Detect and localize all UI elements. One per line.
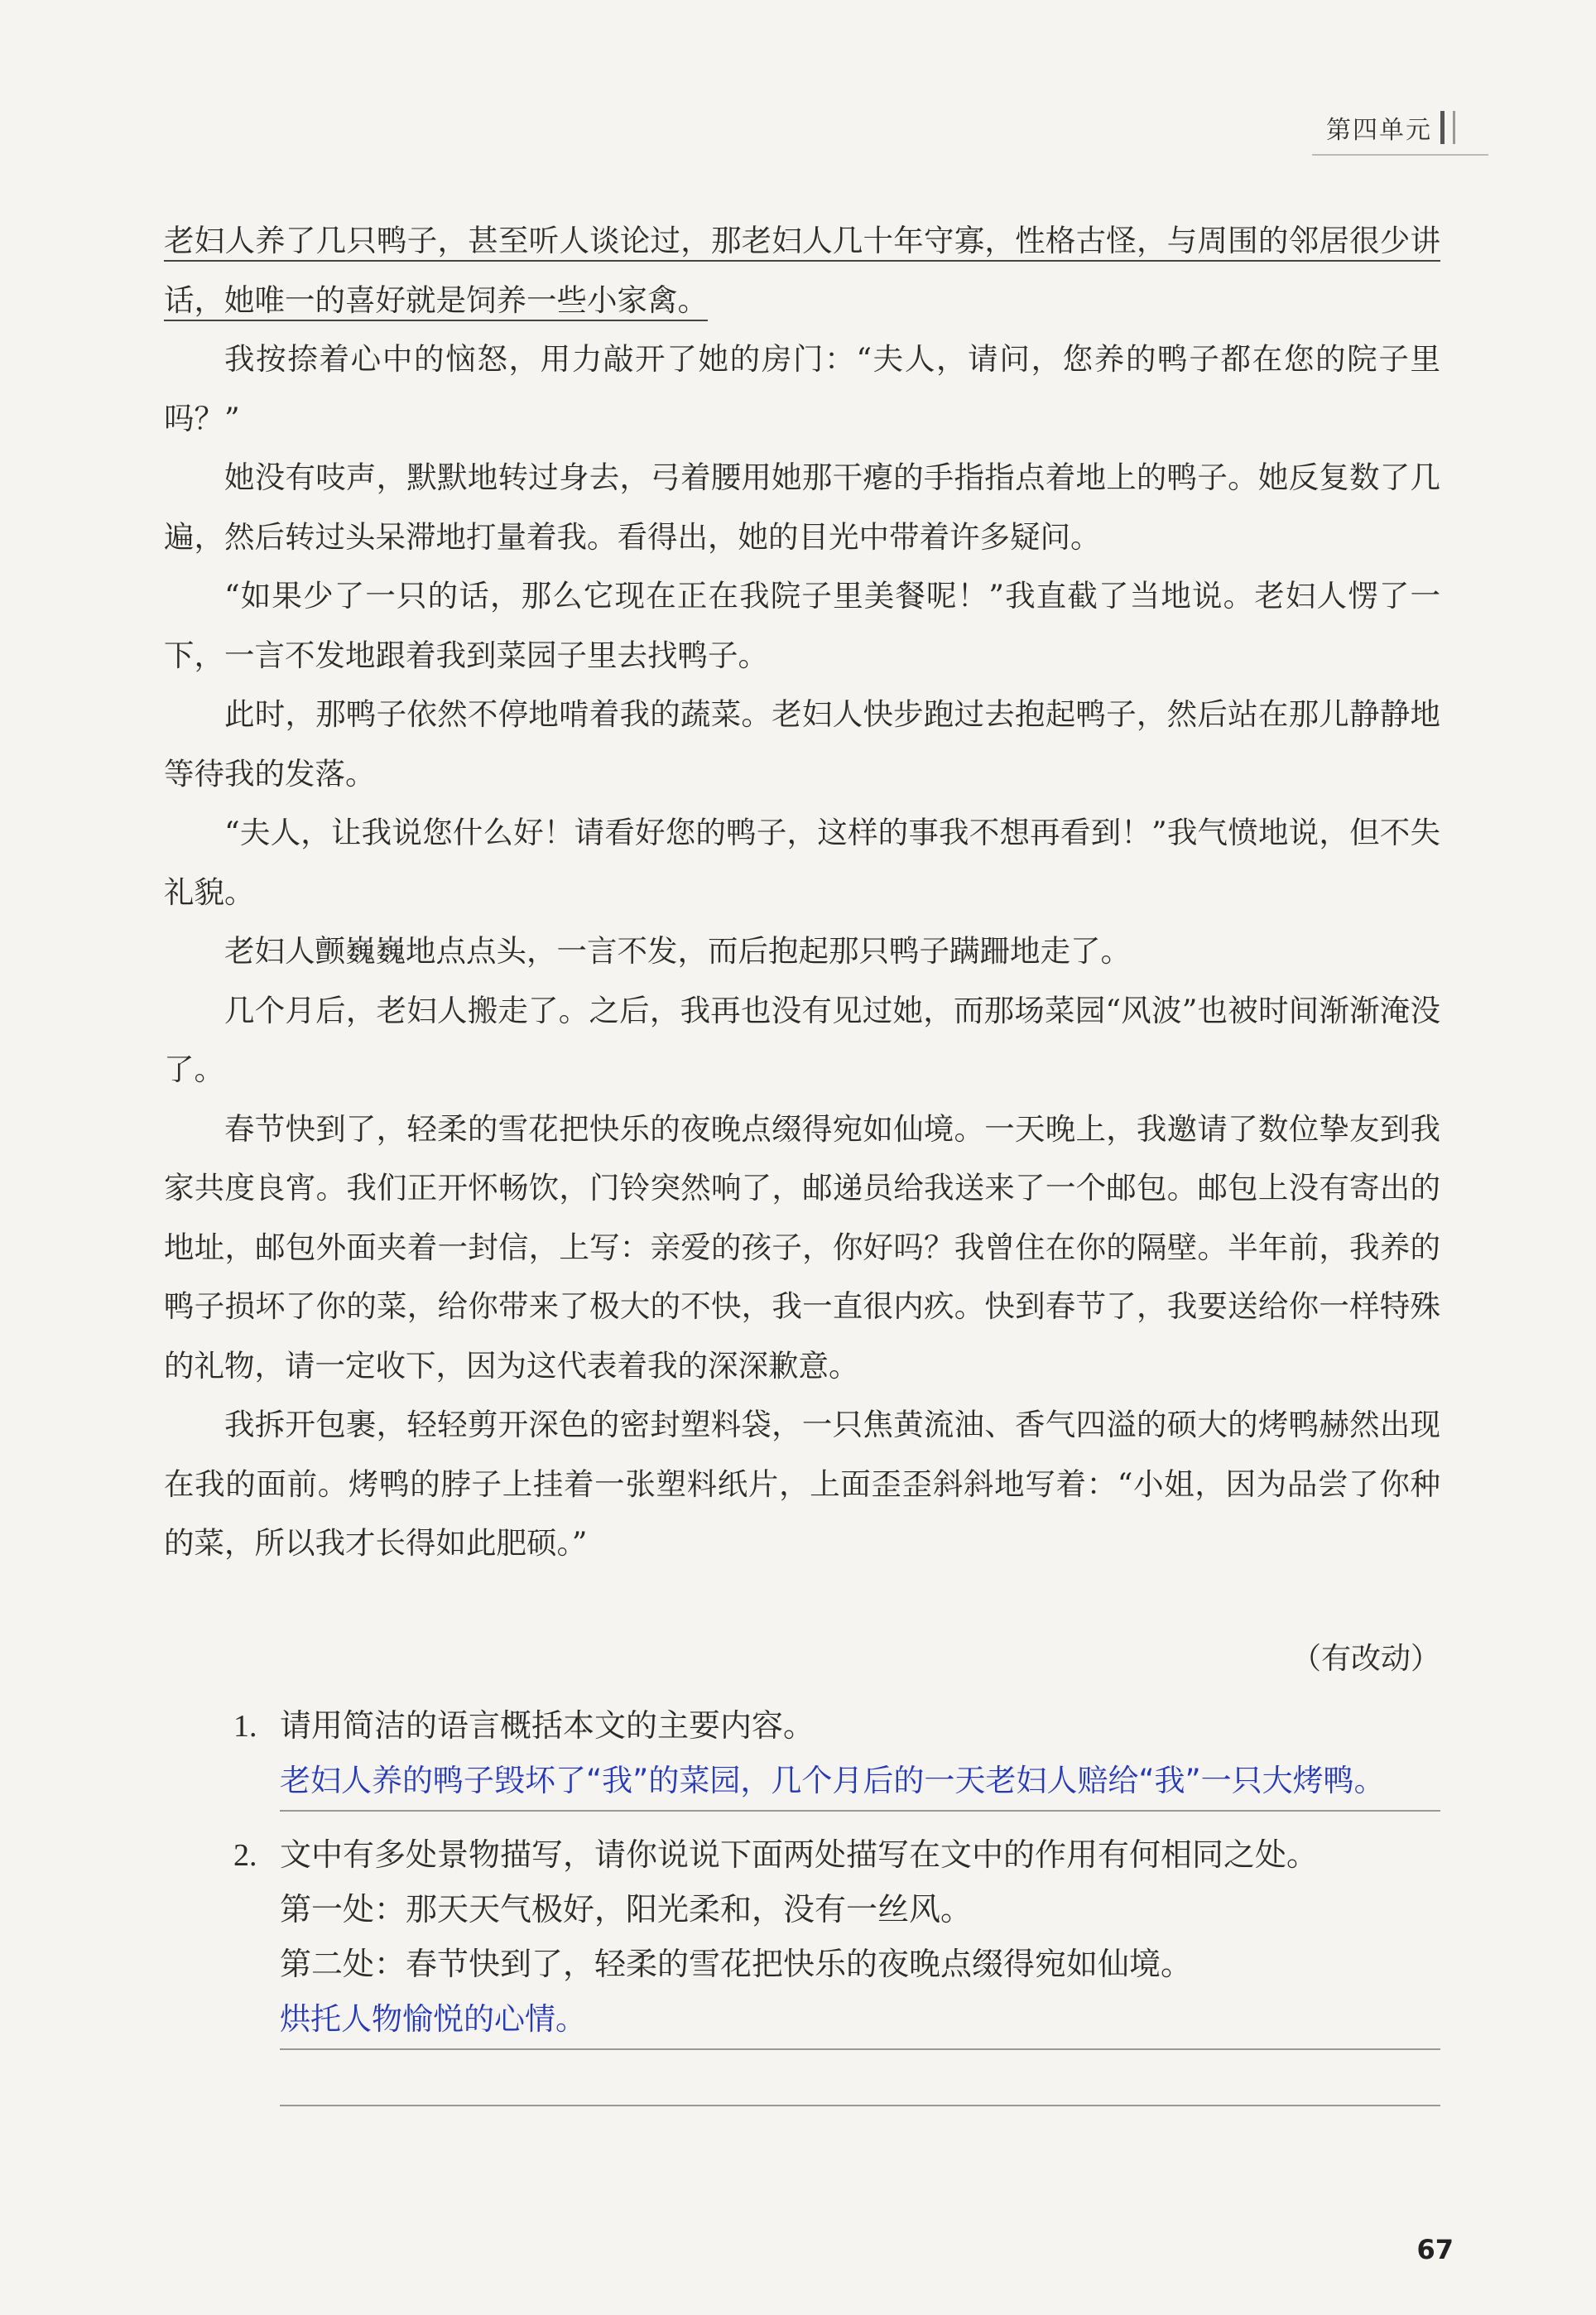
question-1 <box>233 1699 1440 1812</box>
page-number: 67 <box>1416 2234 1454 2265</box>
question-prompt: 文中有多处景物描写，请你说说下面两处描写在文中的作用有何相同之处。 <box>280 1838 1319 1873</box>
header-rule <box>1312 154 1488 156</box>
header-bar-thin <box>1453 111 1455 144</box>
answer-text: 老妇人养的鸭子毁坏了“我”的菜园，几个月后的一天老妇人赔给“我”一只大烤鸭。 <box>280 1763 1385 1798</box>
source-note: （有改动） <box>1291 1642 1440 1676</box>
answer-line <box>280 1810 1440 1812</box>
question-number: 1. <box>233 1709 257 1744</box>
reading-passage <box>164 211 1440 1573</box>
question-number: 2. <box>233 1838 257 1873</box>
underlined-sentence: 老妇人养了几只鸭子，甚至听人谈论过，那老妇人几十年守寡，性格古怪，与周围的邻居很少讲话，她唯一的喜好就是饲养一些小家禽。 <box>164 223 1440 321</box>
passage-paragraph: 此时，那鸭子依然不停地啃着我的蔬菜。老妇人快步跑过去抱起鸭子，然后站在那儿静静地等待我的发落。 <box>164 696 1440 792</box>
sub-item-2: 第二处：春节快到了，轻柔的雪花把快乐的夜晚点缀得宛如仙境。 <box>280 1947 1193 1982</box>
header-bar <box>1440 111 1445 144</box>
passage-paragraph: 春节快到了，轻柔的雪花把快乐的夜晚点缀得宛如仙境。一天晚上，我邀请了数位挚友到我家共度良宵。我们正开怀畅饮，门铃突然响了，邮递员给我送来了一个邮包。邮包上没有寄出的地址，邮包外面夹着一封信，上写：亲爱的孩子，你好吗？我曾住在你的隔壁。半年前，我养的鸭子损坏了你的菜，给你带来了极大的不快，我一直很内疚。快到春节了，我要送给你一样特殊的礼物，请一定收下，因为这代表着我的深深歉意。 <box>164 1110 1440 1384</box>
passage-paragraph: 几个月后，老妇人搬走了。之后，我再也没有见过她，而那场菜园“风波”也被时间渐渐淹没了。 <box>164 992 1440 1087</box>
passage-paragraph: 她没有吱声，默默地转过身去，弓着腰用她那干瘪的手指指点着地上的鸭子。她反复数了几遍，然后转过头呆滞地打量着我。看得出，她的目光中带着许多疑问。 <box>164 460 1440 555</box>
question-2 <box>233 1828 1440 2106</box>
answer-text: 烘托人物愉悦的心情。 <box>280 2001 586 2037</box>
answer-line-blank <box>280 2052 1440 2106</box>
sub-item-1: 第一处：那天天气极好，阳光柔和，没有一丝风。 <box>280 1893 973 1928</box>
passage-paragraph: 我按捺着心中的恼怒，用力敲开了她的房门：“夫人，请问，您养的鸭子都在您的院子里吗？” <box>164 341 1440 436</box>
passage-paragraph: 老妇人颤巍巍地点点头，一言不发，而后抱起那只鸭子蹒跚地走了。 <box>224 933 1131 969</box>
passage-paragraph: 我拆开包裹，轻轻剪开深色的密封塑料袋，一只焦黄流油、香气四溢的硕大的烤鸭赫然出现在我的面前。烤鸭的脖子上挂着一张塑料纸片，上面歪歪斜斜地写着：“小姐，因为品尝了你种的菜，所以我才长得如此肥硕。” <box>164 1407 1440 1561</box>
unit-header <box>1326 109 1455 146</box>
unit-title: 第四单元 <box>1326 116 1432 145</box>
passage-paragraph: “夫人，让我说您什么好！请看好您的鸭子，这样的事我不想再看到！”我气愤地说，但不失礼貌。 <box>164 815 1440 910</box>
question-prompt: 请用简洁的语言概括本文的主要内容。 <box>280 1709 815 1744</box>
questions <box>233 1699 1440 2113</box>
passage-paragraph: “如果少了一只的话，那么它现在正在我院子里美餐呢！”我直截了当地说。老妇人愣了一下，一言不发地跟着我到菜园子里去找鸭子。 <box>164 578 1440 673</box>
passage-paragraph <box>164 211 1440 330</box>
answer-line <box>280 2048 1440 2050</box>
